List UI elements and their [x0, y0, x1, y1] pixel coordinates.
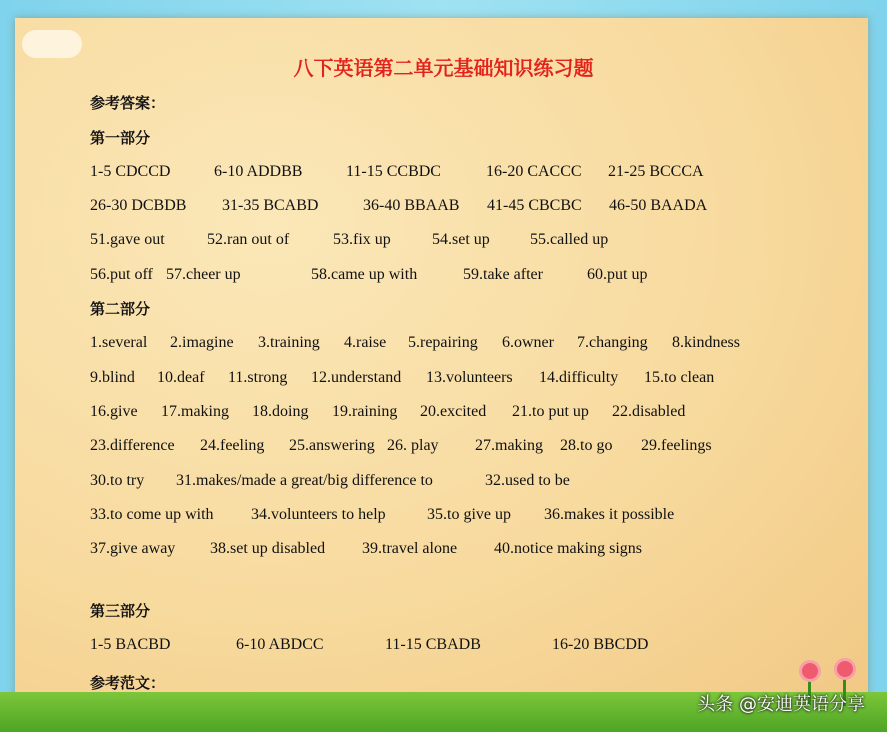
part2-answer: 38.set up disabled	[210, 540, 326, 557]
part2-answer: 24.feeling	[200, 437, 265, 454]
part2-answer: 14.difficulty	[539, 369, 619, 386]
part3-answer: 6-10 ABDCC	[236, 636, 324, 653]
part2-answer: 32.used to be	[485, 472, 570, 489]
part2-answer: 35.to give up	[427, 506, 511, 523]
flower-icon	[834, 658, 856, 680]
sample-heading: 参考范文：	[90, 674, 166, 692]
part2-answer: 10.deaf	[157, 369, 205, 386]
part2-answer: 2.imagine	[170, 334, 234, 351]
part2-answer: 5.repairing	[408, 334, 478, 351]
part3-answer: 16-20 BBCDD	[552, 636, 649, 653]
part2-answer: 29.feelings	[641, 437, 712, 454]
part2-answer: 12.understand	[311, 369, 402, 386]
page-title: 八下英语第二单元基础知识练习题	[293, 56, 594, 80]
part3-heading: 第三部分	[90, 602, 151, 620]
part1-answer: 36-40 BBAAB	[363, 197, 460, 214]
part2-answer: 17.making	[161, 403, 229, 420]
part2-answer: 6.owner	[502, 334, 554, 351]
part2-answer: 11.strong	[228, 369, 288, 386]
part2-answer: 15.to clean	[644, 369, 715, 386]
part3-answer: 11-15 CBADB	[385, 636, 481, 653]
part2-answer: 8.kindness	[672, 334, 740, 351]
answers-heading: 参考答案：	[90, 94, 166, 112]
part2-answer: 31.makes/made a great/big difference to	[176, 472, 433, 489]
part1-answer: 56.put off	[90, 266, 153, 283]
part1-answer: 52.ran out of	[207, 231, 290, 248]
part1-answer: 46-50 BAADA	[609, 197, 708, 214]
part2-answer: 37.give away	[90, 540, 176, 557]
part1-answer: 59.take after	[463, 266, 543, 283]
part2-answer: 39.travel alone	[362, 540, 458, 557]
part1-answer: 16-20 CACCC	[486, 163, 582, 180]
part2-answer: 9.blind	[90, 369, 135, 386]
part2-answer: 26. play	[387, 437, 439, 454]
part2-answer: 18.doing	[252, 403, 309, 420]
part1-answer: 54.set up	[432, 231, 490, 248]
part1-answer: 57.cheer up	[166, 266, 241, 283]
part2-answer: 30.to try	[90, 472, 145, 489]
part2-answer: 23.difference	[90, 437, 175, 454]
part2-answer: 13.volunteers	[426, 369, 513, 386]
part2-answer: 3.training	[258, 334, 320, 351]
part2-answer: 22.disabled	[612, 403, 686, 420]
part2-answer: 7.changing	[577, 334, 648, 351]
part2-answer: 34.volunteers to help	[251, 506, 386, 523]
part1-heading: 第一部分	[90, 129, 151, 147]
part2-answer: 1.several	[90, 334, 148, 351]
part1-answer: 26-30 DCBDB	[90, 197, 187, 214]
part2-answer: 33.to come up with	[90, 506, 214, 523]
watermark: 头条 @安迪英语分享	[697, 694, 865, 715]
part2-answer: 40.notice making signs	[494, 540, 642, 557]
part1-answer: 21-25 BCCCA	[608, 163, 704, 180]
part1-answer: 60.put up	[587, 266, 648, 283]
part2-answer: 28.to go	[560, 437, 613, 454]
part1-answer: 51.gave out	[90, 231, 165, 248]
part2-answer: 16.give	[90, 403, 138, 420]
part2-answer: 36.makes it possible	[544, 506, 675, 523]
flower-icon	[799, 660, 821, 682]
part3-answer: 1-5 BACBD	[90, 636, 171, 653]
part2-answer: 21.to put up	[512, 403, 589, 420]
part1-answer: 53.fix up	[333, 231, 391, 248]
part1-answer: 41-45 CBCBC	[487, 197, 582, 214]
part1-answer: 11-15 CCBDC	[346, 163, 441, 180]
part1-answer: 1-5 CDCCD	[90, 163, 171, 180]
part2-answer: 19.raining	[332, 403, 398, 420]
part1-answer: 55.called up	[530, 231, 609, 248]
part2-heading: 第二部分	[90, 300, 151, 318]
part2-answer: 20.excited	[420, 403, 487, 420]
part2-answer: 25.answering	[289, 437, 375, 454]
part2-answer: 4.raise	[344, 334, 387, 351]
part1-answer: 58.came up with	[311, 266, 418, 283]
part2-answer: 27.making	[475, 437, 543, 454]
part1-answer: 6-10 ADDBB	[214, 163, 303, 180]
part1-answer: 31-35 BCABD	[222, 197, 319, 214]
